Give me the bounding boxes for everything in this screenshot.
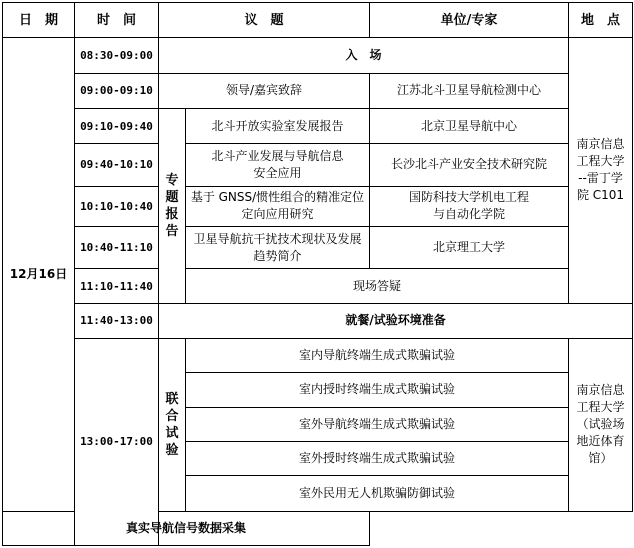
- topic-cell: [186, 144, 370, 186]
- location-line: 馆）: [588, 451, 613, 466]
- topic-cell: 就餐/试验环境准备: [159, 303, 633, 338]
- time-cell: 09:40-10:10: [75, 144, 159, 186]
- header-time: 时 间: [75, 3, 159, 38]
- group-label-char: 试: [165, 425, 179, 441]
- unit-cell: 江苏北斗卫星导航检测中心: [370, 73, 569, 108]
- test-item: 室内导航终端生成式欺骗试验: [186, 338, 569, 372]
- date-cell: 12月16日: [3, 38, 75, 511]
- topic-line: 安全应用: [253, 165, 302, 180]
- topic-line: 基于 GNSS/惯性组合的精准定位: [190, 190, 365, 205]
- group-label-char: 告: [165, 223, 179, 239]
- location-line: 工程大学: [576, 400, 625, 415]
- table-row: [3, 73, 633, 108]
- topic-cell: 领导/嘉宾致辞: [159, 73, 370, 108]
- test-item: 室内授时终端生成式欺骗试验: [186, 373, 569, 407]
- header-date: 日 期: [3, 3, 75, 38]
- location-line: 地近体育: [576, 434, 625, 449]
- table-row: [3, 303, 633, 338]
- group-label-tests: [159, 338, 186, 511]
- location-line: 院 C101: [576, 188, 625, 203]
- time-cell: 08:30-09:00: [75, 38, 159, 73]
- time-cell: 11:10-11:40: [75, 269, 159, 303]
- group-label-char: 报: [165, 206, 179, 222]
- unit-line: 与自动化学院: [433, 207, 506, 222]
- location-line: --雷丁学: [578, 171, 623, 186]
- time-cell: 10:10-10:40: [75, 186, 159, 226]
- unit-cell: 北京理工大学: [370, 226, 569, 268]
- unit-cell: 长沙北斗产业安全技术研究院: [370, 144, 569, 186]
- group-label-reports: [159, 108, 186, 303]
- location-line: 工程大学: [576, 154, 625, 169]
- table-row: [3, 38, 633, 73]
- group-label-char: 专: [165, 172, 179, 188]
- schedule-table: [2, 2, 633, 546]
- table-row: [3, 269, 633, 303]
- group-label-char: 题: [165, 189, 179, 205]
- topic-cell: 现场答疑: [186, 269, 569, 303]
- unit-cell: [370, 186, 569, 226]
- header-unit: 单位/专家: [370, 3, 569, 38]
- topic-line: 趋势简介: [253, 248, 302, 263]
- topic-line: 定向应用研究: [241, 207, 314, 222]
- time-cell: 09:00-09:10: [75, 73, 159, 108]
- location-cell-1: [569, 38, 633, 303]
- table-row: [3, 226, 633, 268]
- topic-line: 北斗产业发展与导航信息: [211, 148, 344, 163]
- test-item: 室外民用无人机欺骗防御试验: [186, 476, 569, 511]
- table-row: [3, 511, 633, 545]
- time-cell: 09:10-09:40: [75, 108, 159, 143]
- topic-cell: [186, 186, 370, 226]
- unit-line: 国防科技大学机电工程: [409, 190, 530, 205]
- header-topic: 议 题: [159, 3, 370, 38]
- time-cell: 13:00-17:00: [75, 338, 159, 545]
- topic-cell: [186, 226, 370, 268]
- location-line: （试验场: [576, 417, 625, 432]
- location-line: 南京信息: [576, 383, 625, 398]
- test-item: 室外授时终端生成式欺骗试验: [186, 441, 569, 475]
- group-label-char: 验: [165, 442, 179, 458]
- data-collection-cell: 真实导航信号数据采集: [3, 511, 370, 545]
- topic-line: 卫星导航抗干扰技术现状及发展: [193, 231, 362, 246]
- table-row: [3, 144, 633, 186]
- time-cell: 10:40-11:10: [75, 226, 159, 268]
- location-line: 南京信息: [576, 137, 625, 152]
- table-row: [3, 338, 633, 372]
- table-row: [3, 186, 633, 226]
- test-item: 室外导航终端生成式欺骗试验: [186, 407, 569, 441]
- table-row: [3, 108, 633, 143]
- group-label-char: 联: [165, 391, 179, 407]
- header-row: [3, 3, 633, 38]
- header-place: 地 点: [569, 3, 633, 38]
- group-label-char: 合: [165, 408, 179, 424]
- topic-cell: 入 场: [159, 38, 569, 73]
- unit-cell: 北京卫星导航中心: [370, 108, 569, 143]
- time-cell: 11:40-13:00: [75, 303, 159, 338]
- location-cell-2: [569, 338, 633, 511]
- topic-cell: 北斗开放实验室发展报告: [186, 108, 370, 143]
